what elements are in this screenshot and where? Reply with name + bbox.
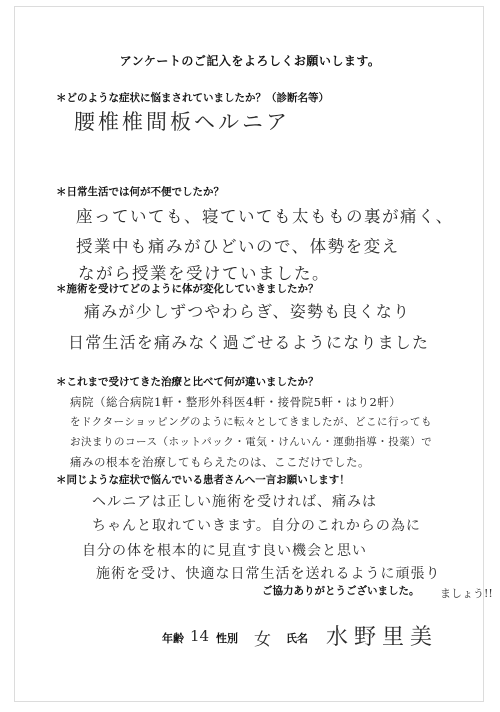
answer-5-line-3: 自分の体を根本的に見直す良い機会と思い — [82, 543, 367, 559]
answer-2-line-2: 授業中も痛みがひどいので、体勢を変え — [76, 237, 400, 256]
question-2-label: ＊日常生活では何が不便でしたか？ — [56, 186, 224, 198]
answer-5-line-4: 施術を受け、快適な日常生活を送れるように頑張り — [96, 566, 441, 582]
question-3-label: ＊施術を受けてどのように体が変化していきましたか？ — [56, 283, 319, 295]
name-value: 水野里美 — [326, 625, 439, 650]
question-4-label: ＊これまで受けてきた治療と比べて何が違いましたか？ — [56, 376, 319, 388]
answer-5-line-2: ちゃんと取れていきます。自分のこれからの為に — [92, 518, 421, 534]
question-1-label: ＊どのような症状に悩まされていましたか？（診断名等） — [56, 92, 329, 104]
answer-4-line-4: 痛みの根本を治療してもらえたのは、ここだけでした。 — [70, 455, 370, 469]
answer-3-line-2: 日常生活を痛みなく過ごせるようになりました — [68, 333, 430, 352]
name-label: 氏名 — [286, 632, 308, 645]
answer-4-line-3: お決まりのコース（ホットパック・電気・けんいん・運動指導・投薬）で — [70, 436, 433, 448]
age-value: 14 — [190, 627, 210, 645]
answer-2-line-3: ながら授業を受けていました。 — [78, 264, 330, 283]
page-title: アンケートのご記入をよろしくお願いします。 — [119, 54, 381, 68]
sex-label: 性別 — [216, 632, 238, 645]
answer-1-line-1: 腰椎椎間板ヘルニア — [74, 110, 290, 134]
question-5-label: ＊同じような症状で悩んでいる患者さんへ一言お願いします！ — [56, 474, 350, 486]
answer-2-line-1: 座っていても、寝ていても太ももの裏が痛く、 — [76, 207, 454, 226]
answer-3-line-1: 痛みが少しずつやわらぎ、姿勢も良くなり — [84, 302, 411, 321]
answer-5-line-1: ヘルニアは正しい施術を受ければ、痛みは — [92, 494, 377, 510]
answer-4-line-1: 病院（総合病院1軒・整形外科医4軒・接骨院5軒・はり2軒） — [70, 395, 402, 409]
closing-tail: ましょう!! — [440, 587, 493, 600]
age-label: 年齢 — [162, 632, 184, 645]
answer-4-line-2: をドクターショッピングのように転々としてきましたが、どこに行っても — [70, 416, 432, 428]
sex-value: 女 — [254, 630, 271, 650]
closing-thanks: ご協力ありがとうございました。 — [262, 585, 420, 597]
